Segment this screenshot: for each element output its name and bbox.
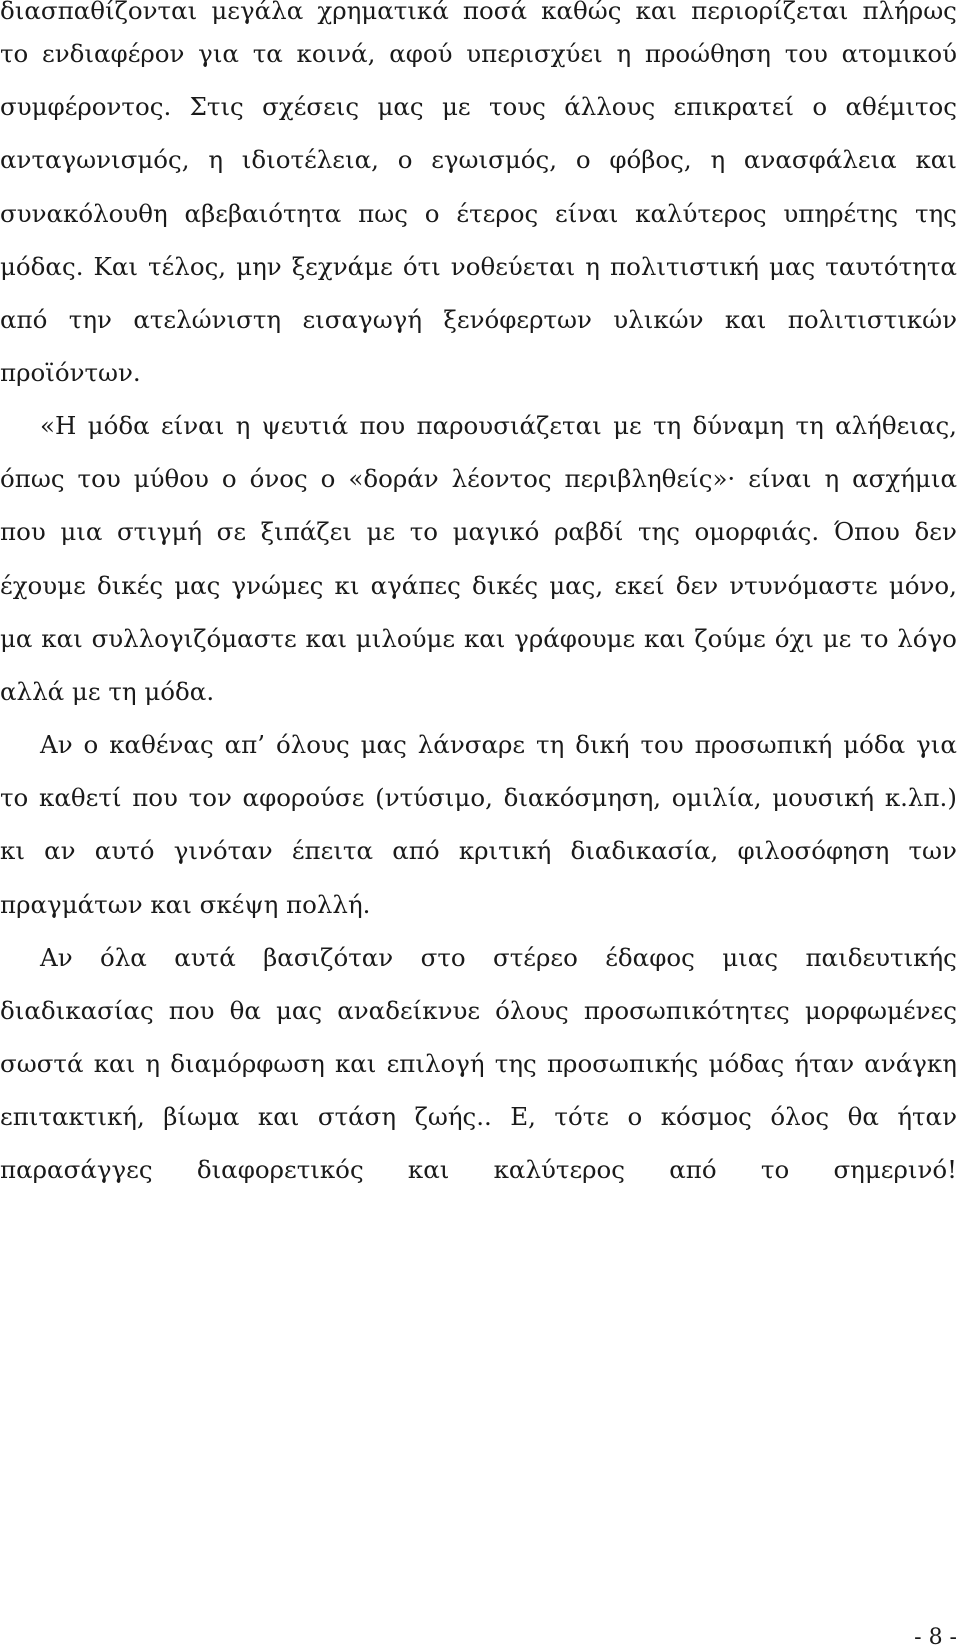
word: αβεβαιότητα: [184, 199, 342, 228]
word: μιας: [722, 943, 779, 972]
text-line: [0, 1049, 957, 1079]
page-number: - 8 -: [914, 1625, 957, 1650]
word: Και: [93, 252, 138, 281]
word: και: [724, 305, 767, 334]
word: ήταν: [897, 1102, 957, 1131]
word: όπως: [0, 464, 65, 493]
word: επιτακτική,: [0, 1102, 145, 1131]
word: αλήθειας,: [835, 411, 957, 440]
word: καθώς: [541, 0, 622, 25]
word: μόδας.: [0, 252, 84, 281]
word: μας: [174, 571, 221, 600]
word: από: [0, 305, 48, 334]
word: και: [41, 624, 83, 653]
word: επιλογή: [386, 1049, 485, 1078]
word: το: [760, 1155, 790, 1184]
word: και: [644, 624, 686, 653]
word: μιλούμε: [355, 624, 456, 653]
word: ότι: [402, 252, 441, 281]
word: «δοράν: [348, 464, 439, 493]
word: της: [494, 1049, 537, 1078]
word: όλα: [99, 943, 147, 972]
word: μόνο,: [888, 571, 957, 600]
word: προσωπική: [694, 730, 833, 759]
word: Αν: [40, 943, 73, 972]
word: και: [407, 1155, 450, 1184]
word: μας: [377, 92, 424, 121]
word: τη: [795, 411, 824, 440]
word: τα: [252, 39, 283, 68]
text-line: [40, 730, 957, 760]
word: συλλογιζόμαστε: [91, 624, 297, 653]
word: ποσά: [462, 0, 528, 25]
word: προσωπικής: [546, 1049, 699, 1078]
word: Στις: [189, 92, 244, 121]
word: ντυνόμαστε: [729, 571, 878, 600]
word: μουσική: [772, 783, 875, 812]
text-line: [40, 943, 957, 973]
word: Ε,: [510, 1102, 536, 1131]
word: διακόσμηση,: [503, 783, 662, 812]
word: και: [635, 0, 678, 25]
word: τον: [188, 783, 232, 812]
word: μορφωμένες: [804, 996, 957, 1025]
word: ραβδί: [553, 517, 624, 546]
word: του: [784, 39, 828, 68]
word: μόδα: [843, 730, 906, 759]
word: ανάγκη: [864, 1049, 957, 1078]
word: ο: [221, 464, 237, 493]
word: με: [613, 411, 642, 440]
word: της: [914, 199, 957, 228]
word: κι: [0, 836, 25, 865]
word: ιδιοτέλεια,: [241, 145, 379, 174]
word: ξενόφερτων: [443, 305, 592, 334]
word: όλους: [495, 996, 569, 1025]
word: που: [168, 996, 215, 1025]
word: υπερισχύει: [466, 39, 603, 68]
word: η: [585, 252, 600, 281]
word: ο: [575, 145, 591, 174]
word: απ’: [224, 730, 266, 759]
word: διαδικασίας: [0, 996, 154, 1025]
text-line: [0, 0, 957, 26]
word: και: [93, 1049, 136, 1078]
word: στέρεο: [493, 943, 578, 972]
word: κριτική: [458, 836, 552, 865]
word: πλήρως: [862, 0, 957, 25]
word: και: [334, 1049, 377, 1078]
word: κι: [334, 571, 360, 600]
word: την: [68, 305, 112, 334]
text-line: [0, 624, 957, 654]
word: η: [710, 145, 726, 174]
word: δεν: [675, 571, 719, 600]
word: καθένας: [109, 730, 214, 759]
word: σημερινό!: [833, 1155, 957, 1184]
word: η: [145, 1049, 161, 1078]
word: ενδιαφέρον: [42, 39, 185, 68]
word: με: [442, 92, 471, 121]
word: μην: [236, 252, 282, 281]
word: δικές: [471, 571, 539, 600]
word: φιλοσόφηση: [737, 836, 890, 865]
word: θα: [229, 996, 261, 1025]
word: μεγάλα: [211, 0, 304, 25]
word: μια: [60, 517, 103, 546]
word: καθετί: [39, 783, 122, 812]
word: είναι: [555, 199, 619, 228]
word: έδαφος: [605, 943, 695, 972]
word: άλλους: [564, 92, 656, 121]
word: των: [908, 836, 957, 865]
word: βασιζόταν: [263, 943, 394, 972]
word: που: [359, 411, 406, 440]
word: βίωμα: [163, 1102, 240, 1131]
word: επικρατεί: [673, 92, 795, 121]
word: της: [637, 517, 680, 546]
word: υλικών: [613, 305, 704, 334]
word: αυτά: [174, 943, 236, 972]
word: ανταγωνισμός,: [0, 145, 190, 174]
word: μόδα: [87, 411, 150, 440]
word: διασπαθίζονται: [0, 0, 198, 25]
word: λέοντος: [451, 464, 552, 493]
word: διαμόρφωση: [170, 1049, 325, 1078]
word: ξιπάζει: [260, 517, 352, 546]
word: αθέμιτος: [845, 92, 957, 121]
word: δική: [575, 730, 630, 759]
word: λάνσαρε: [417, 730, 526, 759]
word: αν: [44, 836, 76, 865]
word: Όπου: [833, 517, 900, 546]
word: συμφέροντος.: [0, 92, 172, 121]
word: αφορούσε: [242, 783, 365, 812]
word: η: [824, 464, 840, 493]
word: περιορίζεται: [691, 0, 849, 25]
word: που: [0, 517, 46, 546]
word: αναδείκνυε: [337, 996, 481, 1025]
word: το: [409, 517, 439, 546]
word: σχέσεις: [262, 92, 360, 121]
word: για: [916, 730, 957, 759]
word: μας,: [549, 571, 604, 600]
word: ζούμε: [694, 624, 766, 653]
word: πολιτιστικών: [787, 305, 957, 334]
word: κοινά,: [296, 39, 376, 68]
word: γράφουμε: [514, 624, 636, 653]
word: ομορφιάς.: [694, 517, 820, 546]
word: διαφορετικός: [196, 1155, 364, 1184]
text-line: [0, 1155, 957, 1185]
word: η: [616, 39, 632, 68]
word: γινόταν: [173, 836, 273, 865]
text-line: [0, 571, 957, 601]
word: πως: [358, 199, 408, 228]
text-line: [0, 836, 957, 866]
text-line: πραγμάτων και σκέψη πολλή.: [0, 890, 371, 919]
word: ξεχνάμε: [291, 252, 393, 281]
word: διαδικασία,: [570, 836, 719, 865]
word: δεν: [914, 517, 957, 546]
text-line: προϊόντων.: [0, 358, 141, 387]
word: κόσμος: [660, 1102, 752, 1131]
word: καλύτερος: [493, 1155, 626, 1184]
word: ατελώνιστη: [133, 305, 282, 334]
text-line: [0, 145, 957, 175]
text-line: [0, 783, 957, 813]
word: θα: [847, 1102, 879, 1131]
word: στιγμή: [116, 517, 203, 546]
word: δύναμη: [692, 411, 785, 440]
word: τέλος,: [148, 252, 227, 281]
word: μόδας: [708, 1049, 785, 1078]
word: και: [305, 624, 347, 653]
word: λόγο: [897, 624, 957, 653]
word: πολιτιστική: [609, 252, 759, 281]
text-line: [0, 1102, 957, 1132]
word: αγάπες: [370, 571, 461, 600]
word: προσωπικότητες: [583, 996, 790, 1025]
word: ασχήμια: [852, 464, 957, 493]
word: το: [0, 39, 29, 68]
text-line: [40, 411, 957, 441]
word: είναι: [160, 411, 225, 440]
word: ζωής..: [414, 1102, 492, 1131]
text-line: [0, 252, 957, 282]
word: δικές: [96, 571, 164, 600]
word: έτερος: [456, 199, 539, 228]
word: Αν: [40, 730, 73, 759]
word: στο: [420, 943, 466, 972]
text-line: [0, 517, 957, 547]
word: ανασφάλεια: [743, 145, 897, 174]
word: του: [640, 730, 684, 759]
word: με: [366, 517, 396, 546]
word: όλους: [276, 730, 350, 759]
word: ο: [320, 464, 336, 493]
word: καλύτερος: [635, 199, 767, 228]
word: για: [198, 39, 239, 68]
word: το: [0, 783, 29, 812]
word: μας: [769, 252, 816, 281]
word: του: [77, 464, 121, 493]
word: γνώμες: [231, 571, 324, 600]
text-line: [0, 39, 957, 69]
word: τους: [488, 92, 546, 121]
word: παρασάγγες: [0, 1155, 153, 1184]
word: κ.λπ.): [884, 783, 957, 812]
word: υπηρέτης: [783, 199, 899, 228]
word: φόβος,: [609, 145, 692, 174]
word: μας: [275, 996, 323, 1025]
word: αφού: [389, 39, 453, 68]
word: ήταν: [794, 1049, 855, 1078]
word: ψευτιά: [261, 411, 349, 440]
word: χρηματικά: [317, 0, 449, 25]
word: μα: [0, 624, 33, 653]
word: το: [860, 624, 889, 653]
word: παρουσιάζεται: [416, 411, 602, 440]
word: και: [915, 145, 957, 174]
word: έπειτα: [291, 836, 374, 865]
text-line: [0, 305, 957, 335]
word: είναι: [748, 464, 812, 493]
word: από: [669, 1155, 717, 1184]
word: και: [463, 624, 506, 653]
word: εγωισμός,: [431, 145, 558, 174]
text-line: αλλά με τη μόδα.: [0, 677, 215, 706]
text-line: [0, 92, 957, 122]
word: τότε: [554, 1102, 609, 1131]
word: εισαγωγή: [302, 305, 422, 334]
word: ο: [812, 92, 828, 121]
word: μύθου: [133, 464, 209, 493]
word: ο: [424, 199, 440, 228]
word: σωστά: [0, 1049, 84, 1078]
word: και: [257, 1102, 300, 1131]
text-line: [0, 996, 957, 1026]
word: τη: [536, 730, 565, 759]
word: η: [208, 145, 224, 174]
text-line: [0, 199, 957, 229]
word: όχι: [774, 624, 814, 653]
word: ο: [627, 1102, 643, 1131]
word: ο: [83, 730, 99, 759]
word: στάση: [317, 1102, 397, 1131]
text-line: [0, 464, 957, 494]
word: «Η: [40, 411, 77, 440]
word: με: [822, 624, 852, 653]
word: ο: [397, 145, 413, 174]
word: ταυτότητα: [825, 252, 957, 281]
word: σε: [216, 517, 247, 546]
word: μαγικό: [452, 517, 540, 546]
word: εκεί: [614, 571, 665, 600]
word: όλος: [770, 1102, 830, 1131]
word: παιδευτικής: [805, 943, 957, 972]
word: από: [392, 836, 440, 865]
word: η: [235, 411, 251, 440]
word: αυτό: [94, 836, 155, 865]
word: ατομικού: [841, 39, 957, 68]
word: (ντύσιμο,: [375, 783, 493, 812]
word: τη: [653, 411, 682, 440]
word: νοθεύεται: [450, 252, 576, 281]
word: που: [132, 783, 178, 812]
word: έχουμε: [0, 571, 86, 600]
word: περιβληθείς»·: [564, 464, 736, 493]
word: προώθηση: [644, 39, 771, 68]
word: όνος: [249, 464, 308, 493]
word: μας: [360, 730, 407, 759]
word: συνακόλουθη: [0, 199, 168, 228]
word: ομιλία,: [671, 783, 762, 812]
